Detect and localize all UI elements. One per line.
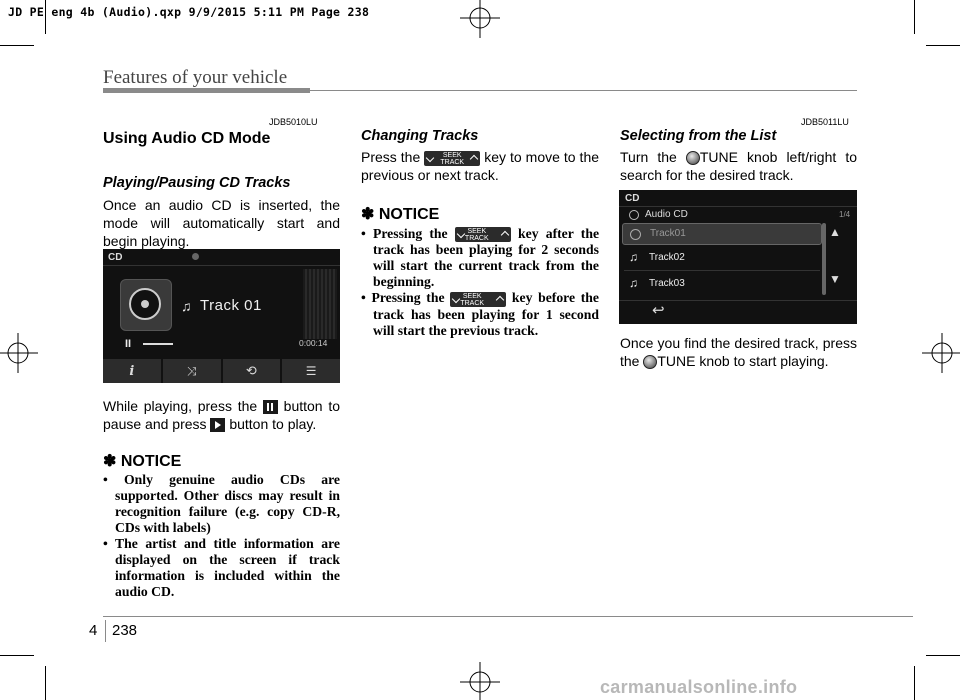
page-indicator: 1/4 xyxy=(839,210,851,219)
track-name: Track02 xyxy=(649,252,685,263)
list-item-selected[interactable] xyxy=(622,223,822,245)
seek-track-key-icon: SEEK TRACK xyxy=(424,151,480,166)
subheading-selecting-list: Selecting from the List xyxy=(620,128,777,144)
equalizer-graphic xyxy=(303,269,337,339)
tune-knob-icon xyxy=(686,151,700,165)
notice-list xyxy=(361,226,599,339)
track-name: Track01 xyxy=(650,228,686,239)
progress-bar[interactable] xyxy=(143,343,173,345)
section-title: Features of your vehicle xyxy=(103,67,288,88)
crop-mark xyxy=(0,45,34,46)
registration-mark xyxy=(0,328,38,378)
paragraph-pause-play: While playing, press the button to pause and press button to play. xyxy=(103,398,341,432)
shuffle-icon[interactable]: ⤨ xyxy=(163,359,221,383)
page-divider xyxy=(105,620,106,642)
seek-track-key-icon: SEEK TRACK xyxy=(455,227,511,242)
list-item[interactable] xyxy=(622,248,820,268)
scroll-down-icon[interactable]: ▼ xyxy=(829,272,841,286)
heading-audio-cd: Using Audio CD Mode xyxy=(103,130,271,147)
seek-track-key-icon: SEEK TRACK xyxy=(450,292,506,307)
chapter-number: 4 xyxy=(89,622,98,639)
disc-icon xyxy=(629,210,639,220)
pause-button-icon xyxy=(263,400,278,414)
page-number: 238 xyxy=(112,622,138,639)
list-item[interactable] xyxy=(622,274,820,294)
subheading-changing-tracks: Changing Tracks xyxy=(361,128,479,144)
music-note-icon: ♫ xyxy=(181,298,192,314)
album-art xyxy=(120,279,172,331)
disc-icon xyxy=(192,253,199,260)
crop-mark xyxy=(926,45,960,46)
mode-label: CD xyxy=(625,193,640,204)
footer-rule xyxy=(103,616,913,617)
notice-list xyxy=(103,472,340,600)
scrollbar[interactable] xyxy=(822,223,826,295)
notice-title: ✽ NOTICE xyxy=(103,453,182,470)
notice-item: • The artist and title information are displayed on the screen if track information is included within the audio CD. xyxy=(103,536,340,599)
paragraph-start-playing: Once you find the desired track, press the TUNE knob to start playing. xyxy=(620,335,857,369)
music-note-icon: ♫ xyxy=(629,250,638,264)
registration-mark xyxy=(455,0,505,38)
crop-mark xyxy=(45,666,46,700)
subheading-play-pause: Playing/Pausing CD Tracks xyxy=(103,175,291,191)
crop-mark xyxy=(914,666,915,700)
registration-mark xyxy=(455,662,505,700)
play-icon xyxy=(630,229,641,240)
paragraph: Once an audio CD is inserted, the mode will automatically start and begin playing. xyxy=(103,197,340,249)
paragraph-select-list: Turn the TUNE knob left/right to search for the desired track. xyxy=(620,149,857,183)
play-button-icon xyxy=(210,418,225,432)
title-bar xyxy=(103,88,310,93)
crop-mark xyxy=(926,655,960,656)
music-note-icon: ♫ xyxy=(629,276,638,290)
pause-icon[interactable]: II xyxy=(125,338,132,350)
notice-item: • Pressing the SEEK TRACK key before the track has been playing for 1 second will start the previous track. xyxy=(361,290,599,338)
tune-knob-icon xyxy=(643,355,657,369)
source-label: Audio CD xyxy=(645,209,688,220)
paragraph-changing-tracks: Press the SEEK TRACK key to move to the previous or next track. xyxy=(361,149,600,183)
scroll-up-icon[interactable]: ▲ xyxy=(829,225,841,239)
cd-list-screen xyxy=(619,190,857,324)
track-name: Track03 xyxy=(649,278,685,289)
track-title: Track 01 xyxy=(200,297,262,314)
list-icon[interactable]: ☰ xyxy=(282,359,340,383)
figure-code: JDB5010LU xyxy=(269,117,318,127)
mode-label: CD xyxy=(108,252,123,263)
crop-mark xyxy=(0,655,34,656)
title-rule xyxy=(310,90,857,91)
notice-item: • Pressing the SEEK TRACK key after the track has been playing for 2 seconds will start the current track from the beginning. xyxy=(361,226,600,290)
print-slug: JD PE eng 4b (Audio).qxp 9/9/2015 5:11 PM Page 238 xyxy=(8,5,370,19)
notice-item: • Only genuine audio CDs are supported. Other discs may result in recognition failure (e.g. copy CD-R, CDs with labels) xyxy=(103,472,340,535)
crop-mark xyxy=(914,0,915,34)
repeat-icon[interactable]: ⟲ xyxy=(223,359,281,383)
registration-mark xyxy=(922,328,960,378)
cd-play-screen xyxy=(103,249,340,383)
control-bar xyxy=(103,359,340,383)
info-icon[interactable]: i xyxy=(103,359,161,383)
elapsed-time: 0:00:14 xyxy=(299,338,328,348)
watermark: carmanualsonline.info xyxy=(600,677,798,697)
back-icon[interactable]: ↩ xyxy=(652,302,665,319)
notice-title: ✽ NOTICE xyxy=(361,206,440,223)
figure-code: JDB5011LU xyxy=(801,117,849,127)
